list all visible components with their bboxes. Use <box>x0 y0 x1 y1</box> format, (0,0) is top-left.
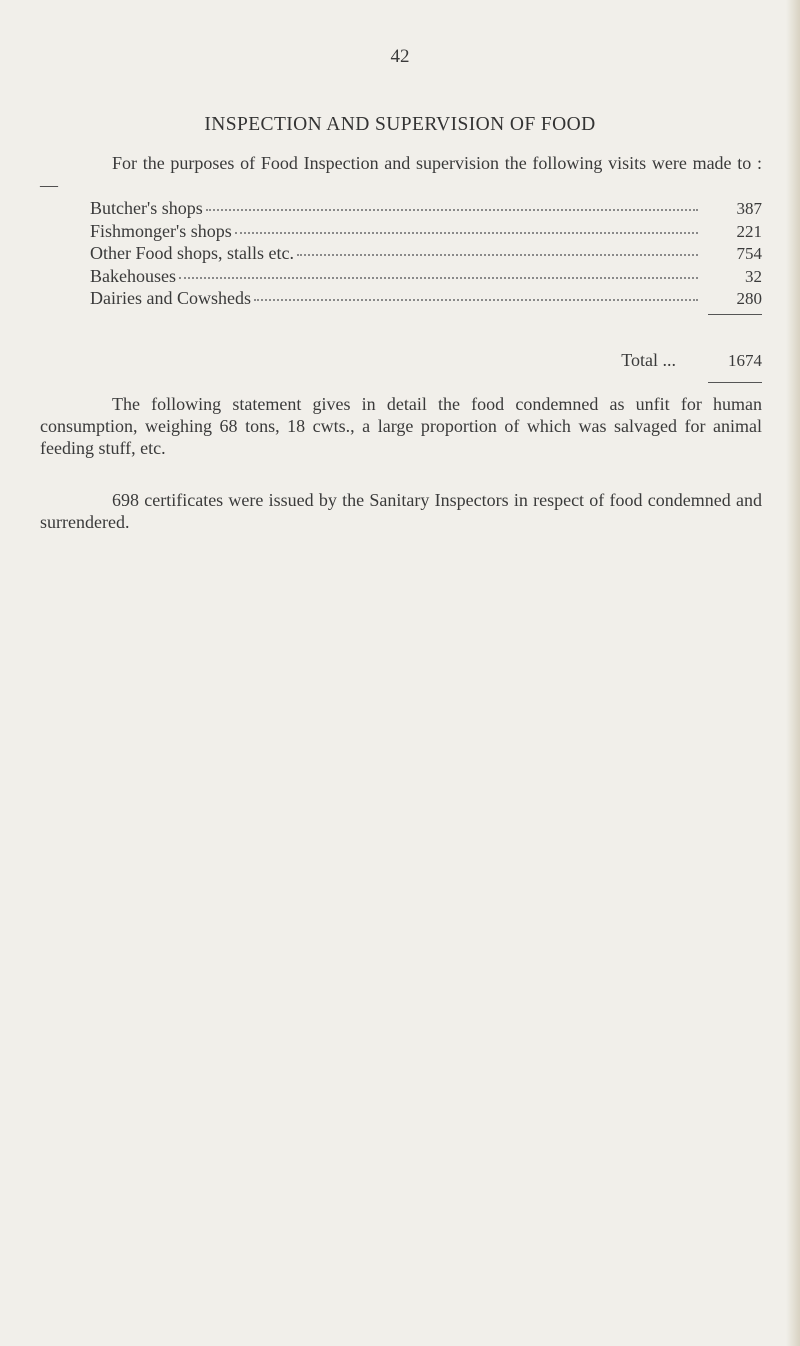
visit-row-other-food-shops <box>90 243 762 266</box>
total-rule-bottom <box>708 382 762 383</box>
visit-label: Dairies and Cowsheds <box>90 288 251 308</box>
visit-count: 387 <box>736 199 762 218</box>
visit-count: 280 <box>736 289 762 308</box>
intro-paragraph: For the purposes of Food Inspection and supervision the following visits were made to :— <box>40 153 762 195</box>
page-number: 42 <box>390 46 410 67</box>
visit-row-bakehouses <box>90 266 762 289</box>
total-row <box>440 350 762 371</box>
visit-row-dairies <box>90 288 762 311</box>
visit-label: Other Food shops, stalls etc. <box>90 243 294 263</box>
condemned-food-statement: The following statement gives in detail the food condemned as unfit for human consumption, weighing 68 tons, 18 cwts., a large proportion of which was salvaged for animal feeding stuff, etc. <box>40 394 762 458</box>
visit-count: 221 <box>736 221 762 241</box>
visit-count: 32 <box>745 266 762 286</box>
visits-list <box>90 198 762 311</box>
page-title: INSPECTION AND SUPERVISION OF FOOD <box>204 114 596 135</box>
visit-label: Butcher's shops <box>90 198 203 218</box>
total-value: 1674 <box>728 351 762 370</box>
dot-leader <box>206 209 698 211</box>
page-edge-shadow <box>786 0 800 1346</box>
total-rule-top <box>708 314 762 315</box>
certificates-paragraph: 698 certificates were issued by the Sanitary Inspectors in respect of food condemned and surrendered. <box>40 490 762 532</box>
dot-leader <box>235 232 698 234</box>
visit-row-fishmongers <box>90 221 762 244</box>
visit-label: Fishmonger's shops <box>90 220 232 241</box>
dot-leader <box>179 277 698 279</box>
total-label: Total ... <box>621 350 676 370</box>
visit-row-butchers <box>90 198 762 221</box>
visit-count: 754 <box>736 244 762 263</box>
dot-leader <box>297 254 698 256</box>
visit-label: Bakehouses <box>90 265 176 286</box>
dot-leader <box>254 299 698 301</box>
